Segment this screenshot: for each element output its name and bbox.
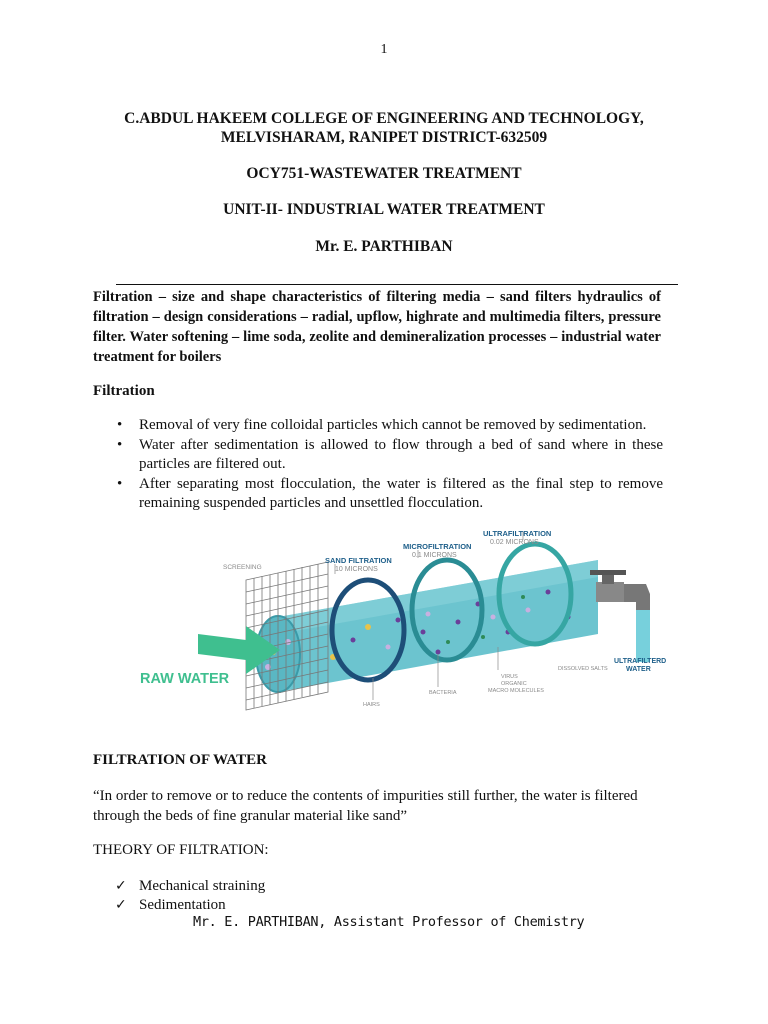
college-name-line1: C.ABDUL HAKEEM COLLEGE OF ENGINEERING AND TECHNOLOGY, xyxy=(124,110,644,127)
theory-item xyxy=(93,877,265,896)
page-footer: Mr. E. PARTHIBAN, Assistant Professor of Chemistry xyxy=(193,914,585,930)
definition-quote: “In order to remove or to reduce the contents of impurities still further, the water is filtered through the beds of fine granular material like sand” xyxy=(93,788,638,824)
header-divider xyxy=(116,284,678,285)
tap-icon xyxy=(590,570,650,662)
hairs-label: HAIRS xyxy=(363,702,380,708)
ultra-microns-label: 0.02 MICRONS xyxy=(490,539,539,546)
checkmark-icon: ✓ xyxy=(115,878,127,894)
bacteria-label: BACTERIA xyxy=(429,690,457,696)
course-title: OCY751-WASTEWATER TREATMENT xyxy=(246,165,522,182)
syllabus-paragraph: Filtration – size and shape characteristics of filtering media – sand filters hydraulics of filtration – design considerations – radial, upflow, highrate and multimedia filters, pressure filter. Water softening – lime soda, zeolite and demineralization processes – industrial water treatment for boilers xyxy=(93,289,661,365)
bullet-item: • After separating most flocculation, the water is filtered as the final step to remove remaining suspended particles and unsettled flocculation. xyxy=(93,475,663,514)
filtration-of-water-heading: FILTRATION OF WATER xyxy=(93,752,267,768)
theory-item xyxy=(93,896,265,915)
bullet-item: • Removal of very fine colloidal particles which cannot be removed by sedimentation. xyxy=(93,416,663,436)
micro-microns-label: 0.1 MICRONS xyxy=(412,552,457,559)
ultrafiltered-label-1: ULTRAFILTERD xyxy=(614,658,667,665)
theory-heading: THEORY OF FILTRATION: xyxy=(93,842,269,858)
filtration-diagram xyxy=(128,522,668,712)
theory-item-label: Mechanical straining xyxy=(139,878,266,894)
unit-title: UNIT-II- INDUSTRIAL WATER TREATMENT xyxy=(223,201,545,218)
virus-label-1: VIRUS xyxy=(501,674,518,680)
dissolved-salts-label: DISSOLVED SALTS xyxy=(558,666,608,672)
sand-microns-label: 10 MICRONS xyxy=(335,566,378,573)
bullet-item: • Water after sedimentation is allowed to flow through a bed of sand where in these particles are filtered out. xyxy=(93,436,663,475)
sand-filtration-label: SAND FILTRATION xyxy=(325,556,392,565)
theory-item-label: Sedimentation xyxy=(139,897,226,913)
author-name: Mr. E. PARTHIBAN xyxy=(315,238,453,255)
page-number: 1 xyxy=(380,42,388,57)
microfiltration-label: MICROFILTRATION xyxy=(403,542,472,551)
filtration-heading: Filtration xyxy=(93,383,155,399)
ultrafiltered-label-2: WATER xyxy=(626,666,651,673)
checkmark-icon: ✓ xyxy=(115,897,127,913)
ultrafiltration-label: ULTRAFILTRATION xyxy=(483,529,552,538)
virus-label-3: MACRO MOLECULES xyxy=(488,688,544,694)
virus-label-2: ORGANIC xyxy=(501,681,527,687)
college-name-line2: MELVISHARAM, RANIPET DISTRICT-632509 xyxy=(220,129,548,146)
screening-label: SCREENING xyxy=(223,564,262,571)
filtration-bullet-list xyxy=(93,416,663,514)
theory-list xyxy=(93,877,265,915)
filter-pipe xyxy=(256,560,598,692)
raw-water-label: RAW WATER xyxy=(140,671,230,687)
